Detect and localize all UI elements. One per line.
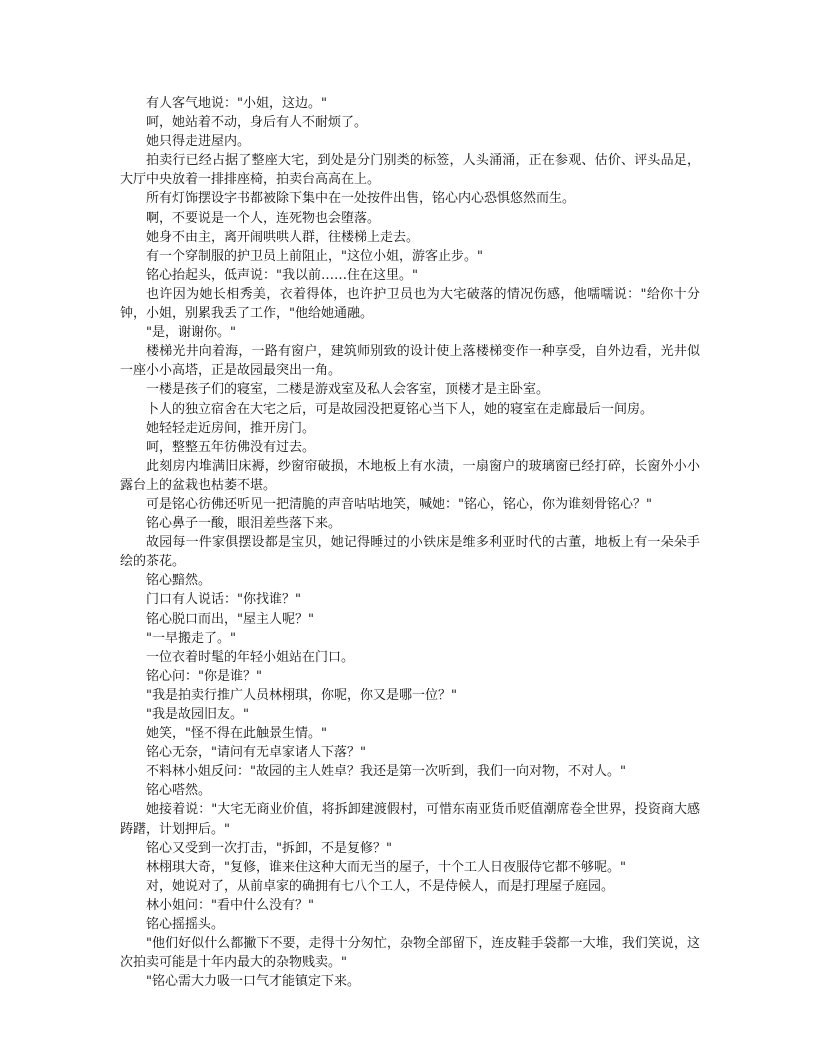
paragraph: 铭心无奈，"请问有无卓家诸人下落？" bbox=[146, 745, 366, 761]
paragraph: 铭心黯然。 bbox=[146, 573, 212, 589]
paragraph: 故园每一件家俱摆设都是宝贝，她记得睡过的小铁床是维多利亚时代的古董，地板上有一朵朵手绘的茶花。 bbox=[120, 535, 700, 570]
paragraph: "我是拍卖行推广人员林栩琪，你呢，你又是哪一位？" bbox=[146, 687, 457, 703]
paragraph: "我是故园旧友。" bbox=[146, 707, 249, 722]
paragraph: 林栩琪大奇，"复修，谁来住这种大而无当的屋子，十个工人日夜服侍它都不够呢。" bbox=[146, 859, 626, 875]
paragraph: 她只得走进屋内。 bbox=[146, 134, 251, 150]
paragraph: 铭心问："你是谁？" bbox=[146, 668, 262, 684]
paragraph: 铭心摇摇头。 bbox=[146, 917, 225, 933]
paragraph: 呵，整整五年彷佛没有过去。 bbox=[146, 439, 316, 455]
paragraph: 铭心鼻子一酸，眼泪差些落下来。 bbox=[146, 516, 342, 532]
paragraph: 呵，她站着不动，身后有人不耐烦了。 bbox=[146, 115, 368, 131]
paragraph: "铭心需大力吸一口气才能镇定下来。 bbox=[146, 974, 360, 990]
paragraph: 可是铭心彷佛还听见一把清脆的声音咕咕地笑，喊她："铭心，铭心，你为谁刻骨铭心？" bbox=[146, 496, 652, 512]
paragraph: 她身不由主，离开闹哄哄人群，往楼梯上走去。 bbox=[146, 229, 420, 245]
paragraph: 有一个穿制服的护卫员上前阻止，"这位小姐，游客止步。" bbox=[146, 248, 483, 264]
paragraph: 一楼是孩子们的寝室，二楼是游戏室及私人会客室，顶楼才是主卧室。 bbox=[146, 382, 550, 398]
paragraph: 也许因为她长相秀美，衣着得体，也许护卫员也为大宅破落的情况伤感，他嚅嚅说："给你十分钟，小姐，别累我丢了工作，"他给她通融。 bbox=[120, 286, 700, 322]
paragraph: 啊，不要说是一个人，连死物也会堕落。 bbox=[146, 210, 381, 226]
paragraph: "他们好似什么都撇下不要，走得十分匆忙，杂物全部留下，连皮鞋手袋都一大堆，我们笑说，这次拍卖可能是十年内最大的杂物贱卖。" bbox=[120, 936, 700, 971]
paragraph: 铭心抬起头，低声说："我以前……住在这里。" bbox=[146, 267, 418, 283]
paragraph: "是，谢谢你。" bbox=[146, 325, 236, 341]
paragraph: 她接着说："大宅无商业价值，将拆卸建渡假村，可惜东南亚货币贬值潮席卷全世界，投资商大感踌躇，计划押后。" bbox=[120, 802, 700, 837]
paragraph: 卜人的独立宿舍在大宅之后，可是故园没把夏铭心当下人，她的寝室在走廊最后一间房。 bbox=[146, 401, 654, 417]
paragraph: 铭心脱口而出，"屋主人呢？" bbox=[146, 611, 314, 627]
paragraph: "一早搬走了。" bbox=[146, 630, 236, 646]
paragraph: 对，她说对了，从前卓家的确拥有七八个工人，不是侍候人，而是打理屋子庭园。 bbox=[146, 878, 615, 894]
paragraph: 她笑，"怪不得在此触景生情。" bbox=[146, 726, 327, 742]
paragraph: 有人客气地说："小姐，这边。" bbox=[146, 96, 327, 111]
paragraph: 铭心嗒然。 bbox=[146, 783, 212, 799]
paragraph: 所有灯饰摆设字书都被除下集中在一处按件出售，铭心内心恐惧悠然而生。 bbox=[146, 191, 576, 207]
paragraph: 楼梯光井向着海，一路有窗户，建筑师别致的设计使上落楼梯变作一种享受，自外边看，光井似一座小小高塔，正是故园最突出一角。 bbox=[120, 344, 700, 379]
paragraph: 拍卖行已经占据了整座大宅，到处是分门别类的标签，人头涌涌，正在参观、估价、评头品足，大厅中央放着一排排座椅，拍卖台高高在上。 bbox=[120, 153, 700, 188]
paragraph: 她轻轻走近房间，推开房门。 bbox=[146, 420, 316, 436]
paragraph: 此刻房内堆满旧床褥，纱窗帘破损，木地板上有水渍，一扇窗户的玻璃窗已经打碎，长窗外小小露台上的盆栽也枯萎不堪。 bbox=[120, 458, 700, 493]
paragraph: 一位衣着时髦的年轻小姐站在门口。 bbox=[146, 649, 355, 665]
paragraph: 不料林小姐反问："故园的主人姓卓？我还是第一次听到，我们一向对物，不对人。" bbox=[146, 764, 626, 780]
paragraph: 门口有人说话："你找谁？" bbox=[146, 592, 301, 608]
paragraph: 林小姐问："看中什么没有？" bbox=[146, 897, 314, 913]
paragraph: 铭心又受到一次打击，"拆卸，不是复修？" bbox=[146, 840, 392, 856]
document-page bbox=[120, 94, 700, 991]
